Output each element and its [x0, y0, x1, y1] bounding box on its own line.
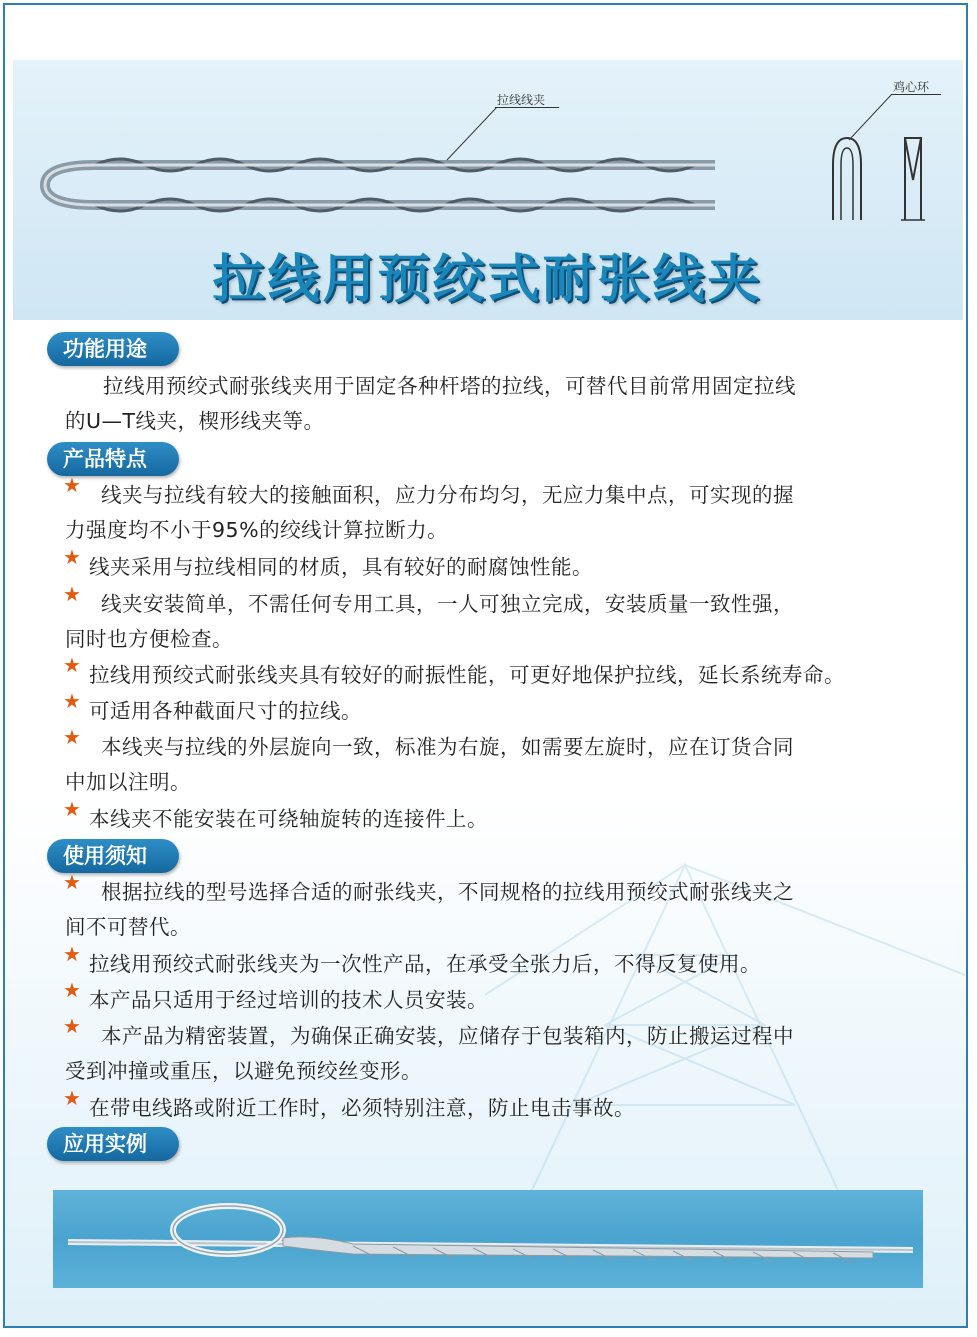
- star-icon: ★: [63, 545, 81, 569]
- feature-3-line-1: 线夹安装简单，不需任何专用工具，一人可独立完成，安装质量一致性强，: [101, 592, 794, 616]
- page-frame: [3, 3, 968, 1328]
- feature-7-line-1: 本线夹不能安装在可绕轴旋转的连接件上。: [89, 807, 488, 831]
- star-icon: ★: [63, 1086, 81, 1110]
- star-icon: ★: [63, 978, 81, 1002]
- usage-5-line-1: 在带电线路或附近工作时，必须特别注意，防止电击事故。: [89, 1096, 635, 1120]
- installed-clamp-illustration: [53, 1190, 923, 1288]
- application-photo: [53, 1190, 923, 1288]
- star-icon: ★: [63, 797, 81, 821]
- usage-2-line-1: 拉线用预绞式耐张线夹为一次性产品，在承受全张力后，不得反复使用。: [89, 952, 761, 976]
- clamp-leader-line: [445, 107, 505, 162]
- feature-6-line-1: 本线夹与拉线的外层旋向一致，标准为右旋，如需要左旋时，应在订货合同: [101, 735, 794, 759]
- section-title-features: 产品特点: [47, 442, 179, 476]
- star-icon: ★: [63, 725, 81, 749]
- thimble-label: 鸡心环: [893, 80, 930, 94]
- section-title-application: 应用实例: [47, 1127, 179, 1161]
- function-line-1: 拉线用预绞式耐张线夹用于固定各种杆塔的拉线，可替代目前常用固定拉线: [103, 374, 796, 398]
- usage-4-line-2: 受到冲撞或重压，以避免预绞丝变形。: [65, 1059, 422, 1083]
- usage-1-line-2: 间不可替代。: [65, 915, 191, 939]
- star-icon: ★: [63, 582, 81, 606]
- clamp-illustration: [35, 135, 725, 225]
- star-icon: ★: [63, 653, 81, 677]
- star-icon: ★: [63, 870, 81, 894]
- star-icon: ★: [63, 689, 81, 713]
- thimble-leader-line: [847, 94, 897, 144]
- usage-4-line-1: 本产品为精密装置，为确保正确安装，应储存于包装箱内，防止搬运过程中: [101, 1024, 794, 1048]
- feature-6-line-2: 中加以注明。: [65, 770, 191, 794]
- feature-2-line-1: 线夹采用与拉线相同的材质，具有较好的耐腐蚀性能。: [89, 555, 593, 579]
- feature-3-line-2: 同时也方便检查。: [65, 627, 233, 651]
- star-icon: ★: [63, 1014, 81, 1038]
- usage-1-line-1: 根据拉线的型号选择合适的耐张线夹，不同规格的拉线用预绞式耐张线夹之: [101, 880, 794, 904]
- section-title-function: 功能用途: [47, 332, 179, 366]
- thimble-label-underline: [891, 94, 941, 95]
- function-line-2: 的U—T线夹，楔形线夹等。: [65, 409, 325, 433]
- section-title-usage: 使用须知: [47, 839, 179, 873]
- feature-5-line-1: 可适用各种截面尺寸的拉线。: [89, 699, 362, 723]
- star-icon: ★: [63, 942, 81, 966]
- thimble-illustration: [825, 130, 935, 225]
- feature-1-line-2: 力强度均不小于95%的绞线计算拉断力。: [65, 518, 449, 542]
- feature-1-line-1: 线夹与拉线有较大的接触面积，应力分布均匀，无应力集中点，可实现的握: [101, 483, 794, 507]
- star-icon: ★: [63, 473, 81, 497]
- usage-3-line-1: 本产品只适用于经过培训的技术人员安装。: [89, 988, 488, 1012]
- clamp-label: 拉线线夹: [497, 93, 546, 107]
- feature-4-line-1: 拉线用预绞式耐张线夹具有较好的耐振性能，可更好地保护拉线，延长系统寿命。: [89, 663, 845, 687]
- page-title: 拉线用预绞式耐张线夹: [212, 249, 763, 310]
